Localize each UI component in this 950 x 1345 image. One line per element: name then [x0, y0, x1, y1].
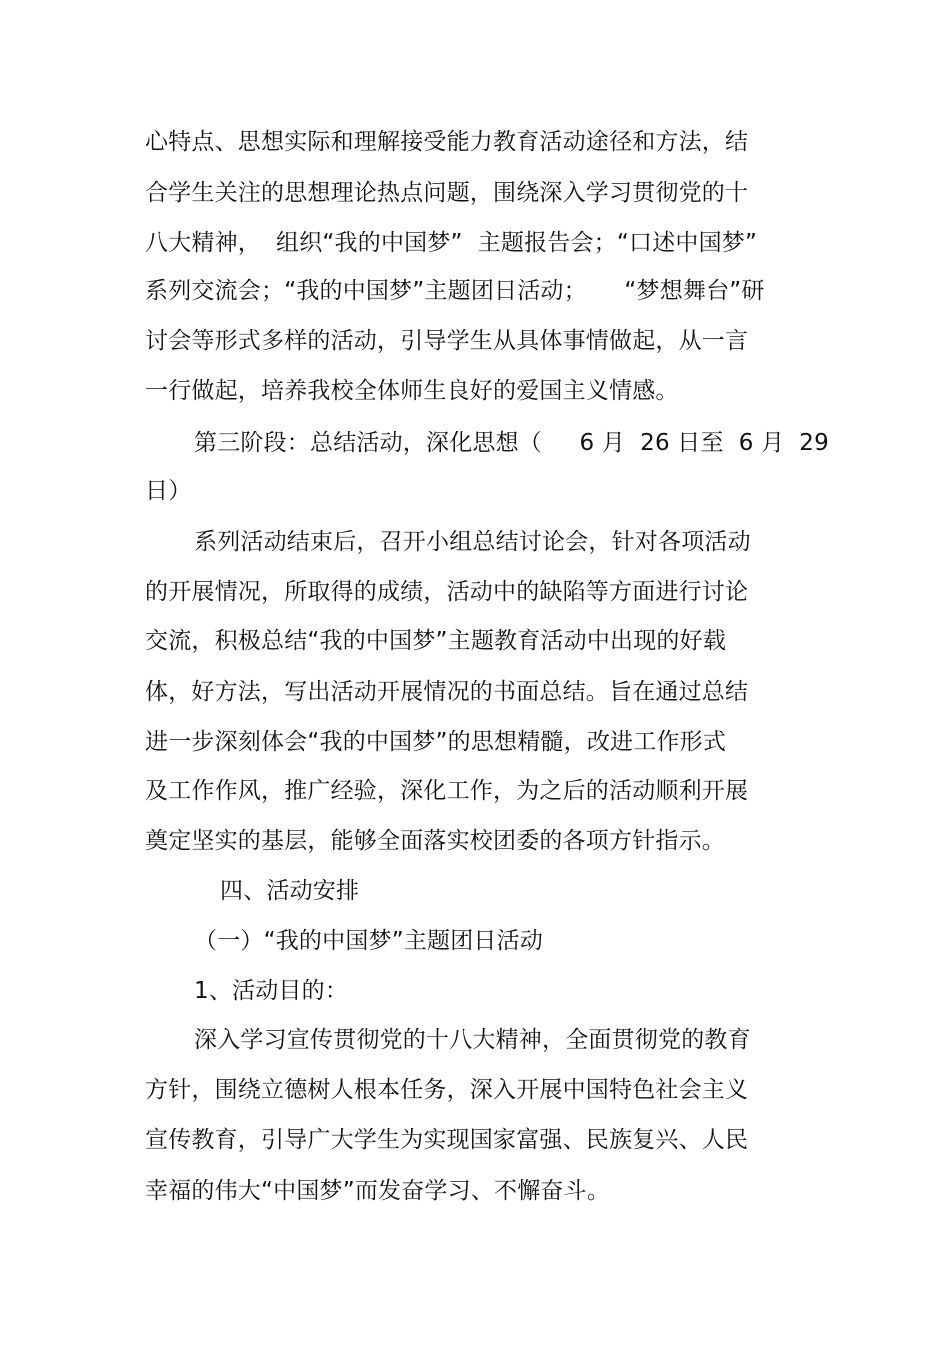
stage-three-heading: 第三阶段：总结活动，深化思想（ 6 月 26 日至 6 月 29 — [194, 430, 829, 456]
paragraph-line: 的开展情况，所取得的成绩，活动中的缺陷等方面进行讨论 — [145, 579, 749, 605]
paragraph-line: 交流，积极总结“我的中国梦”主题教育活动中出现的好载 — [145, 628, 727, 654]
paragraph-line: 进一步深刻体会“我的中国梦”的思想精髓，改进工作形式 — [145, 729, 727, 755]
item-heading: 1、活动目的： — [194, 978, 349, 1004]
paragraph-line: 方针，围绕立德树人根本任务，深入开展中国特色社会主义 — [145, 1077, 749, 1103]
paragraph-line: 八大精神， 组织“我的中国梦” 主题报告会；“口述中国梦” — [145, 230, 758, 256]
paragraph-line: 体，好方法，写出活动开展情况的书面总结。旨在通过总结 — [145, 679, 749, 705]
paragraph-line: 奠定坚实的基层，能够全面落实校团委的各项方针指示。 — [145, 828, 725, 854]
paragraph-line: 系列活动结束后，召开小组总结讨论会，针对各项活动 — [194, 529, 751, 555]
paragraph-line: 合学生关注的思想理论热点问题，围绕深入学习贯彻党的十 — [145, 180, 749, 206]
paragraph-line: 系列交流会；“我的中国梦”主题团日活动； “梦想舞台”研 — [145, 278, 765, 304]
paragraph-line: 及工作作风，推广经验，深化工作，为之后的活动顺利开展 — [145, 778, 749, 804]
section-heading: 四、活动安排 — [220, 878, 360, 904]
paragraph-line: 讨会等形式多样的活动，引导学生从具体事情做起，从一言 — [145, 328, 749, 354]
paragraph-line: 宣传教育，引导广大学生为实现国家富强、民族复兴、人民 — [145, 1127, 749, 1153]
paragraph-line: 深入学习宣传贯彻党的十八大精神，全面贯彻党的教育 — [194, 1027, 751, 1053]
paragraph-line: 心特点、思想实际和理解接受能力教育活动途径和方法，结 — [145, 129, 749, 155]
paragraph-line: 一行做起，培养我校全体师生良好的爱国主义情感。 — [145, 378, 679, 404]
paragraph-line: 日） — [145, 478, 192, 504]
paragraph-line: 幸福的伟大“中国梦”而发奋学习、不懈奋斗。 — [145, 1178, 611, 1204]
subsection-heading: （一）“我的中国梦”主题团日活动 — [194, 928, 544, 954]
